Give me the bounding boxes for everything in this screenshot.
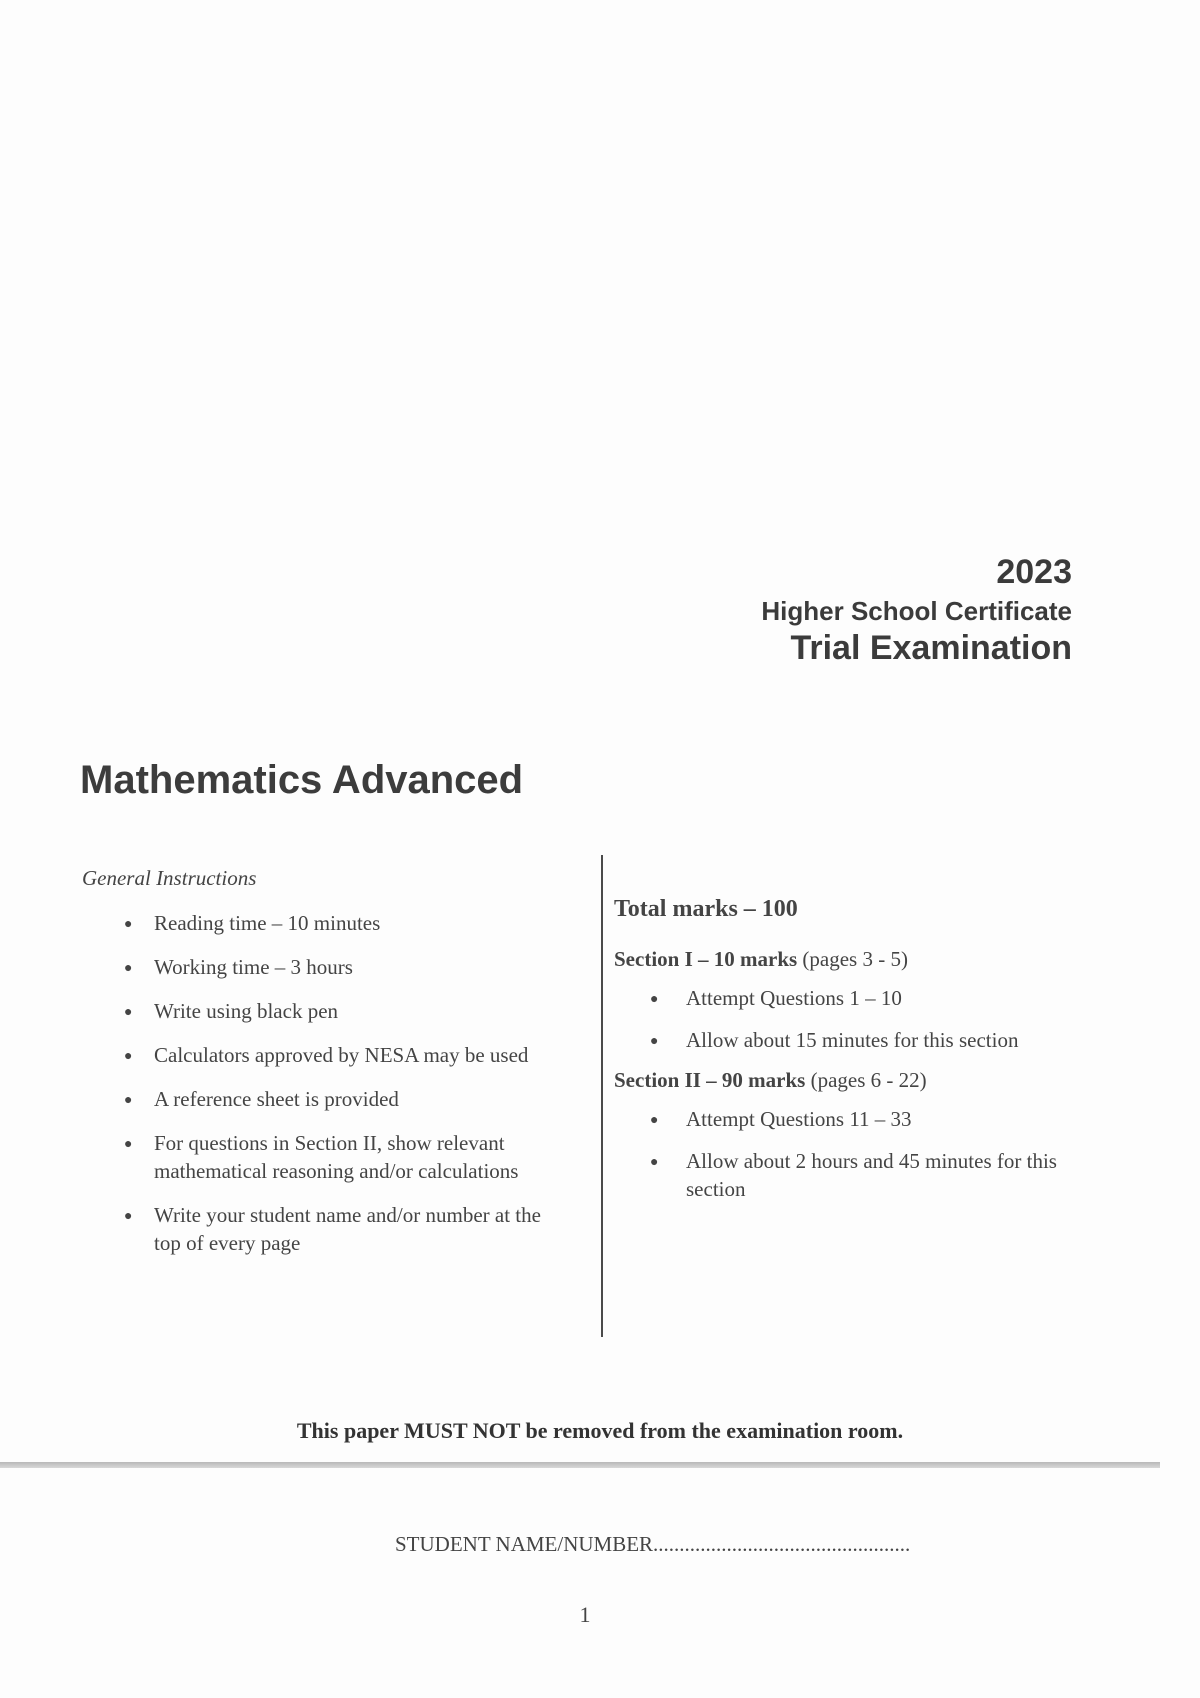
list-item: [614, 1105, 1094, 1133]
total-marks: Total marks – 100: [614, 896, 798, 922]
instruction-text: Reading time – 10 minutes: [154, 911, 381, 935]
instruction-text: A reference sheet is provided: [154, 1087, 399, 1111]
section-instruction-text: Allow about 2 hours and 45 minutes for this section: [686, 1149, 1057, 1201]
marks-summary: [614, 896, 1094, 1217]
list-item: [614, 1026, 1094, 1054]
section-2-pages: (pages 6 - 22): [805, 1068, 927, 1092]
bullet-icon: ●: [124, 1209, 133, 1224]
section-1-pages: (pages 3 - 5): [797, 947, 908, 971]
student-name-field: STUDENT NAME/NUMBER.................................................: [395, 1532, 911, 1556]
bullet-icon: ●: [124, 1137, 133, 1152]
bullet-icon: ●: [650, 992, 659, 1007]
bullet-icon: ●: [124, 1005, 133, 1020]
section-2-title: [614, 1068, 1094, 1093]
subject-title: Mathematics Advanced: [80, 758, 524, 802]
section-2-list: [614, 1105, 1094, 1203]
section-2-marks: Section II – 90 marks: [614, 1068, 806, 1092]
list-item: [82, 909, 562, 937]
certificate-title: Higher School Certificate: [761, 596, 1072, 626]
list-item: [82, 1129, 554, 1185]
section-1-marks: Section I – 10 marks: [614, 947, 798, 971]
list-item: [82, 953, 562, 981]
section-instruction-text: Attempt Questions 1 – 10: [686, 986, 902, 1010]
removal-warning: This paper MUST NOT be removed from the examination room.: [296, 1418, 904, 1443]
list-item: [614, 984, 1094, 1012]
exam-type: Trial Examination: [790, 629, 1072, 667]
bullet-icon: ●: [124, 917, 133, 932]
instructions-list: [82, 909, 562, 1257]
list-item: [82, 1085, 562, 1113]
bullet-icon: ●: [650, 1034, 659, 1049]
list-item: [82, 1041, 544, 1069]
instruction-text: Write using black pen: [154, 999, 339, 1023]
general-instructions-heading: General Instructions: [82, 866, 257, 890]
exam-header: [761, 552, 1072, 668]
exam-year: 2023: [996, 553, 1072, 591]
instruction-text: Write your student name and/or number at the top of every page: [154, 1203, 541, 1255]
list-item: [82, 997, 562, 1025]
instruction-text: Working time – 3 hours: [154, 955, 353, 979]
section-1-title: [614, 947, 1094, 972]
bullet-icon: ●: [650, 1155, 659, 1170]
column-divider: [601, 855, 603, 1337]
page-number: 1: [579, 1602, 591, 1627]
section-1-list: [614, 984, 1094, 1054]
bullet-icon: ●: [124, 961, 133, 976]
instruction-text: Calculators approved by NESA may be used: [154, 1043, 529, 1067]
list-item: [614, 1147, 1086, 1203]
section-instruction-text: Attempt Questions 11 – 33: [686, 1107, 912, 1131]
list-item: [82, 1201, 554, 1257]
bullet-icon: ●: [124, 1093, 133, 1108]
section-instruction-text: Allow about 15 minutes for this section: [686, 1028, 1019, 1052]
bullet-icon: ●: [124, 1049, 133, 1064]
horizontal-rule: [0, 1462, 1160, 1468]
bullet-icon: ●: [650, 1113, 659, 1128]
instruction-text: For questions in Section II, show relevant mathematical reasoning and/or calculations: [154, 1131, 519, 1183]
general-instructions: [82, 866, 562, 1273]
